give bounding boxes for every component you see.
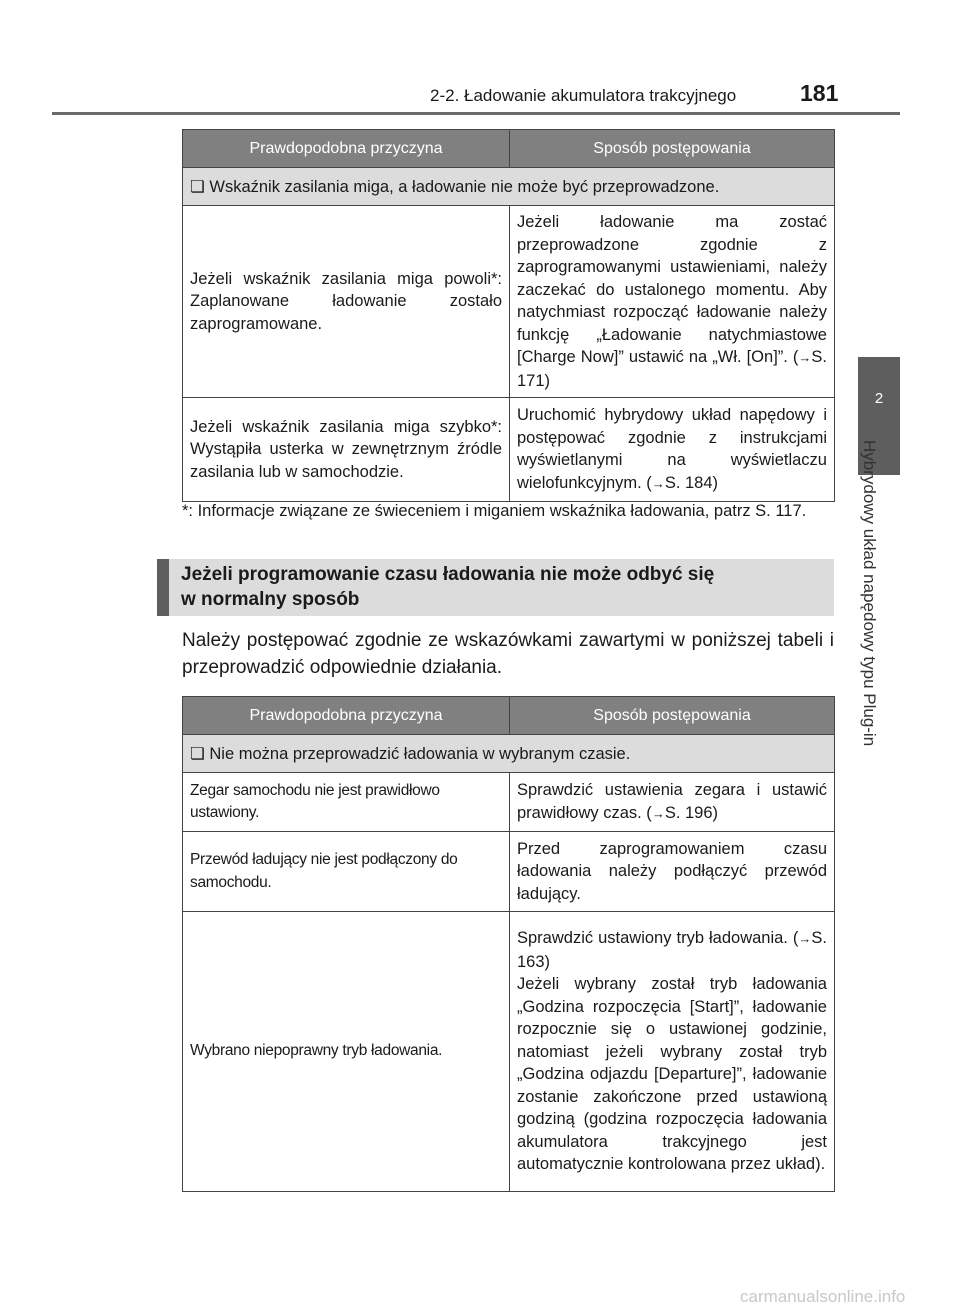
action-cell: Jeżeli ładowanie ma zostać przeprowadzone zgodnie z zaprogramowanymi ustawieniami, należy zaczekać do ustalonego momentu. Aby natychmiast rozpocząć ładowanie należy funkcję „Ładowanie natychmiastowe [Charge Now]” ustawić na „Wł. [On]”. (→S. 171) xyxy=(510,206,835,398)
action-text: Uruchomić hybrydowy układ napędowy i postępować zgodnie z instrukcjami wyświetlanymi na wyświetlaczu wielofunkcyjnym. xyxy=(517,406,827,492)
action-text: Sprawdzić ustawienia zegara i ustawić prawidłowy czas. xyxy=(517,781,827,822)
arrow-right-icon: → xyxy=(651,475,665,491)
action-cell: Sprawdzić ustawienia zegara i ustawić prawidłowy czas. (→S. 196) xyxy=(510,773,835,832)
page-reference: S. 196 xyxy=(664,803,713,822)
table-row xyxy=(183,912,835,1192)
table-row xyxy=(183,832,835,912)
action-cell: Przed zaprogramowaniem czasu ładowania należy podłączyć przewód ładujący. xyxy=(510,832,835,912)
page-reference: S. 171 xyxy=(517,348,827,390)
cause-cell: Jeżeli wskaźnik zasilania miga szybko*: Wystąpiła usterka w zewnętrznym źródle zasilania lub w samochodzie. xyxy=(183,398,510,502)
section-heading-line: w normalny sposób xyxy=(181,589,360,610)
chapter-number: 2 xyxy=(874,390,884,407)
action-cell: Uruchomić hybrydowy układ napędowy i postępować zgodnie z instrukcjami wyświetlanymi na wyświetlaczu wielofunkcyjnym. (→S. 184) xyxy=(510,398,835,502)
arrow-right-icon: → xyxy=(798,931,812,947)
footnote: *: Informacje związane ze świeceniem i miganiem wskaźnika ładowania, patrz S. 117. xyxy=(182,502,807,520)
table-group-row xyxy=(183,168,835,206)
table-row xyxy=(183,206,835,398)
cause-cell: Wybrano niepoprawny tryb ładowania. xyxy=(183,912,510,1192)
cause-cell: Jeżeli wskaźnik zasilania miga powoli*: Zaplanowane ładowanie zostało zaprogramowane. xyxy=(183,206,510,398)
intro-paragraph: Należy postępować zgodnie ze wskazówkami zawartymi w poniższej tabeli i przeprowadzić odpowiednie działania. xyxy=(182,630,834,678)
column-header-cause: Prawdopodobna przyczyna xyxy=(183,697,510,735)
page-header xyxy=(0,0,960,115)
cause-cell: Przewód ładujący nie jest podłączony do samochodu. xyxy=(183,832,510,912)
action-cell: Sprawdzić ustawiony tryb ładowania. (→S. 163) Jeżeli wybrany został tryb ładowania „Godzina rozpoczęcia [Start]”, ładowanie rozpocznie się o ustawionej godzinie, natomiast jeżeli wybrany został tryb „Godzina odjazdu [Departure]”, ładowanie zostanie zakończone przed ustawioną godziną (godzina rozpoczęcia ładowania akumulatora trakcyjnego jest automatycznie kontrolowana przez układ). xyxy=(510,912,835,1192)
page-reference: S. 184 xyxy=(664,473,713,492)
group-label: ❏ Nie można przeprowadzić ładowania w wybranym czasie. xyxy=(183,735,835,773)
arrow-right-icon: → xyxy=(651,805,665,821)
page-number: 181 xyxy=(800,80,839,106)
chapter-label: Hybrydowy układ napędowy typu Plug-in xyxy=(860,440,879,747)
table-row xyxy=(183,398,835,502)
action-text: Jeżeli wybrany został tryb ładowania „Godzina rozpoczęcia [Start]”, ładowanie rozpocznie się o ustawionej godzinie, natomiast jeżeli wybrany został tryb „Godzina odjazdu [Departure]”, ładowanie zostanie zakończone przed ustawioną godziną (godzina rozpoczęcia ładowania akumulatora trakcyjnego jest automatycznie kontrolowana przez układ). xyxy=(517,975,827,1174)
table-group-row xyxy=(183,735,835,773)
table-header-row xyxy=(183,130,835,168)
header-divider xyxy=(52,112,900,115)
action-text: Jeżeli ładowanie ma zostać przeprowadzone zgodnie z zaprogramowanymi ustawieniami, należy zaczekać do ustalonego momentu. Aby natychmiast rozpocząć ładowanie należy funkcję „Ładowanie natychmiastowe [Charge Now]” ustawić na „Wł. [On]”. xyxy=(517,213,827,366)
arrow-right-icon: → xyxy=(798,350,812,365)
watermark: carmanualsonline.info xyxy=(740,1287,906,1306)
group-label: ❏ Wskaźnik zasilania miga, a ładowanie nie może być przeprowadzone. xyxy=(183,168,835,206)
column-header-action: Sposób postępowania xyxy=(510,697,835,735)
table-header-row xyxy=(183,697,835,735)
section-heading xyxy=(157,559,834,616)
column-header-action: Sposób postępowania xyxy=(510,130,835,168)
action-text: Sprawdzić ustawiony tryb ładowania. xyxy=(517,929,788,948)
causes-table-charging xyxy=(182,129,835,502)
causes-table-schedule xyxy=(182,696,835,1192)
section-heading-line: Jeżeli programowanie czasu ładowania nie może odbyć się xyxy=(181,564,715,585)
cause-cell: Zegar samochodu nie jest prawidłowo ustawiony. xyxy=(183,773,510,832)
column-header-cause: Prawdopodobna przyczyna xyxy=(183,130,510,168)
table-row xyxy=(183,773,835,832)
running-title: 2-2. Ładowanie akumulatora trakcyjnego xyxy=(430,86,737,105)
page-reference: S. 163 xyxy=(517,929,827,971)
